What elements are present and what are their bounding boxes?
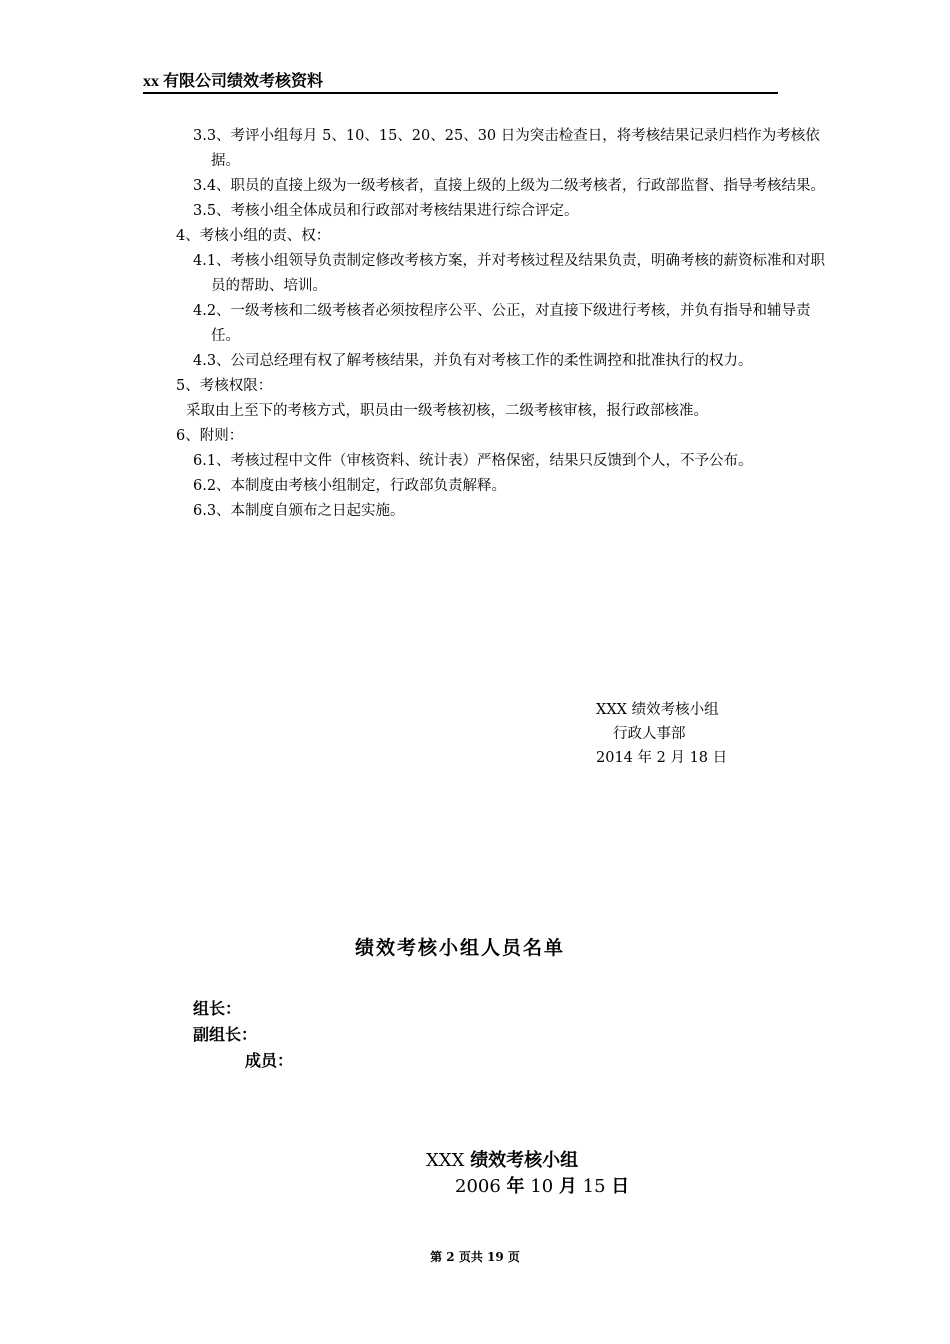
closing-day-unit: 日 xyxy=(611,1176,630,1197)
body-paragraph: 4.1、考核小组领导负责制定修改考核方案，并对考核过程及结果负责，明确考核的薪资标准和对职员的帮助、培训。 xyxy=(193,253,826,294)
leader-label: 组长： xyxy=(193,999,242,1018)
body-paragraph: 3.3、考评小组每月 5、10、15、20、25、30 日为突击检查日，将考核结果记录归档作为考核依据。 xyxy=(193,128,820,169)
signature-org: XXX 绩效考核小组 xyxy=(596,702,719,718)
body-paragraph: 4.2、一级考核和二级考核者必须按程序公平、公正，对直接下级进行考核，并负有指导和辅导责任。 xyxy=(193,303,811,344)
body-paragraph: 3.4、职员的直接上级为一级考核者，直接上级的上级为二级考核者，行政部监督、指导考核结果。 xyxy=(193,178,826,194)
member-list-title: 绩效考核小组人员名单 xyxy=(354,937,565,959)
document-body xyxy=(176,124,826,524)
body-paragraph: 4、考核小组的责、权： xyxy=(176,228,331,244)
closing-year: 2006 xyxy=(455,1176,501,1197)
deputy-leader-label: 副组长： xyxy=(193,1025,258,1044)
closing-day: 15 xyxy=(582,1176,606,1197)
body-paragraph: 6、附则： xyxy=(176,428,244,444)
body-paragraph: 4.3、公司总经理有权了解考核结果，并负有对考核工作的柔性调控和批准执行的权力。 xyxy=(193,353,753,369)
page-number: 第 2 页共 19 页 xyxy=(430,1250,520,1264)
body-paragraph: 6.1、考核过程中文件（审核资料、统计表）严格保密，结果只反馈到个人，不予公布。 xyxy=(193,453,753,469)
closing-year-unit: 年 xyxy=(506,1176,525,1197)
signature-date: 2014 年 2 月 18 日 xyxy=(596,750,728,766)
closing-date xyxy=(455,1172,629,1198)
body-paragraph: 3.5、考核小组全体成员和行政部对考核结果进行综合评定。 xyxy=(193,203,579,219)
body-paragraph: 6.2、本制度由考核小组制定，行政部负责解释。 xyxy=(193,478,507,494)
closing-org xyxy=(426,1146,578,1172)
body-paragraph: 5、考核权限： xyxy=(176,378,273,394)
body-paragraph: 采取由上至下的考核方式，职员由一级考核初核，二级考核审核，报行政部核准。 xyxy=(186,403,708,419)
closing-org-suffix: 绩效考核小组 xyxy=(470,1150,579,1171)
closing-org-prefix: XXX xyxy=(426,1150,465,1171)
members-label: 成员： xyxy=(245,1051,294,1070)
signature-dept: 行政人事部 xyxy=(613,726,686,742)
closing-month-unit: 月 xyxy=(558,1176,577,1197)
document-header: xx 有限公司绩效考核资料 xyxy=(143,68,778,94)
body-paragraph: 6.3、本制度自颁布之日起实施。 xyxy=(193,503,405,519)
closing-month: 10 xyxy=(530,1176,554,1197)
